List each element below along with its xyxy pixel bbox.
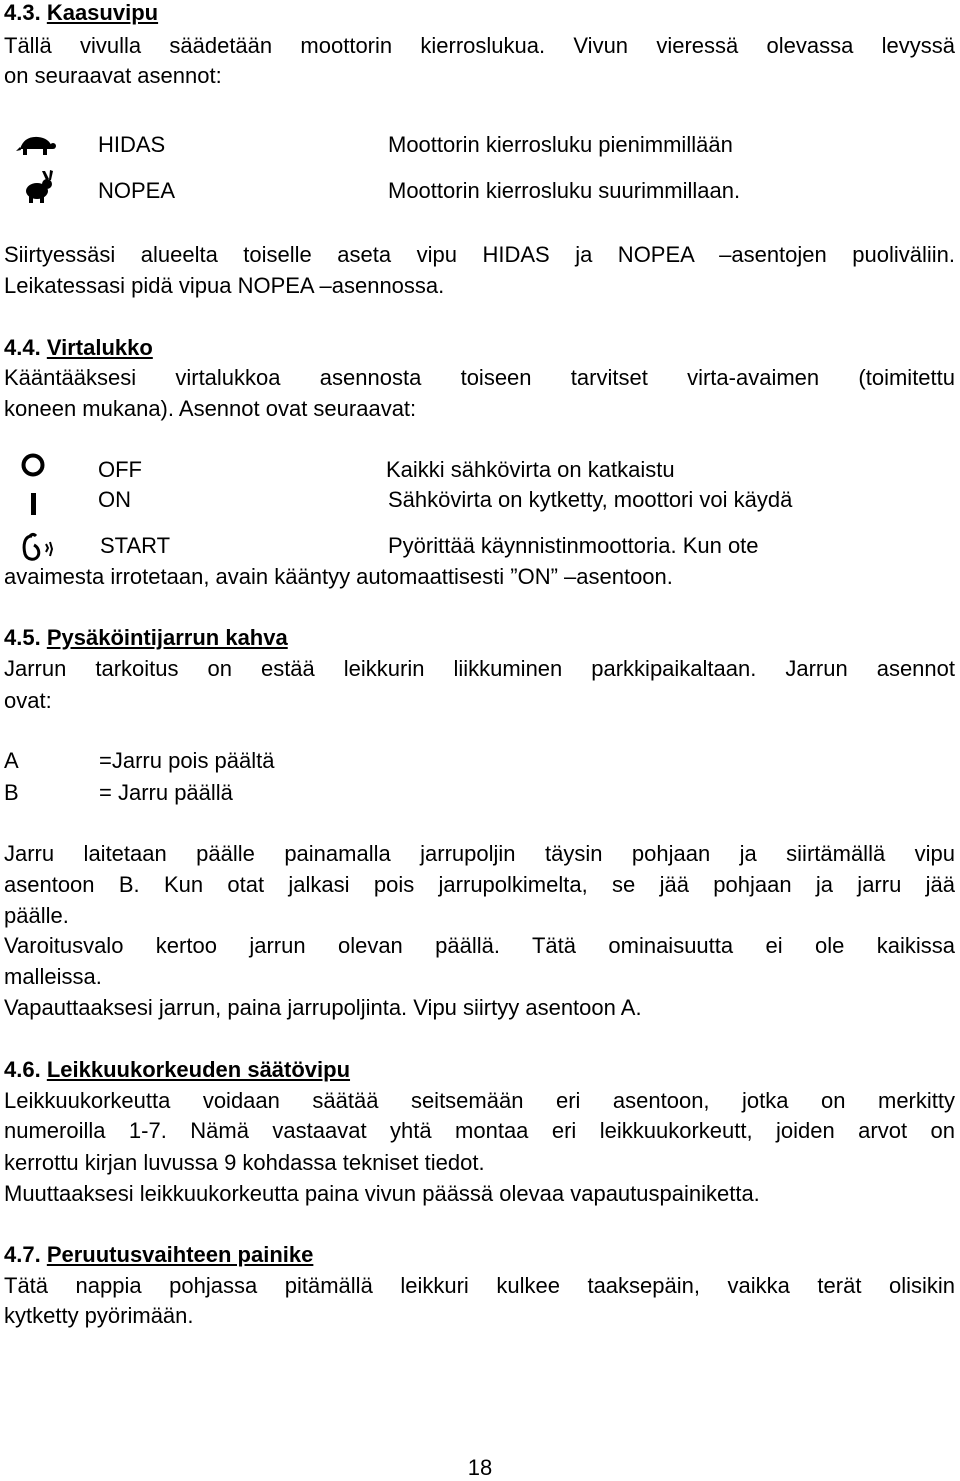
key-desc-start: Pyörittää käynnistinmoottoria. Kun ote bbox=[388, 533, 759, 558]
paragraph-line: ovat: bbox=[4, 688, 52, 713]
key-label-on: ON bbox=[98, 487, 131, 512]
paragraph-line: Varoitusvalo kertoo jarrun olevan päällä. Tätä ominaisuutta ei ole kaikissa bbox=[4, 933, 955, 958]
page-number: 18 bbox=[467, 1455, 493, 1480]
paragraph-line: Jarru laitetaan päälle painamalla jarrupoljin täysin pohjaan ja siirtämällä vipu bbox=[4, 841, 955, 866]
section-title: Peruutusvaihteen painike bbox=[46, 1242, 314, 1267]
throttle-desc-nopea: Moottorin kierrosluku suurimmillaan. bbox=[388, 178, 741, 203]
paragraph-line: Muuttaaksesi leikkuukorkeutta paina vivun päässä olevaa vapautuspainiketta. bbox=[4, 1181, 760, 1206]
paragraph-line: Tällä vivulla säädetään moottorin kierroslukua. Vivun vieressä olevassa levyssä bbox=[4, 33, 955, 58]
section-heading-4-6 bbox=[4, 1057, 350, 1083]
section-heading-4-5 bbox=[4, 625, 288, 651]
paragraph-line: kerrottu kirjan luvussa 9 kohdassa tekniset tiedot. bbox=[4, 1150, 485, 1175]
key-label-start: START bbox=[100, 533, 171, 558]
section-title: Kaasuvipu bbox=[46, 0, 159, 25]
paragraph-line: Kääntääksesi virtalukkoa asennosta toiseen tarvitset virta-avaimen (toimitettu bbox=[4, 365, 955, 390]
paragraph-line: Siirtyessäsi alueelta toiselle aseta vipu HIDAS ja NOPEA –asentojen puoliväliin. bbox=[4, 242, 955, 267]
paragraph-line: päälle. bbox=[4, 903, 69, 928]
paragraph-line: asentoon B. Kun otat jalkasi pois jarrupolkimelta, se jää pohjaan ja jarru jää bbox=[4, 872, 955, 897]
throttle-label-nopea: NOPEA bbox=[98, 178, 176, 203]
throttle-label-hidas: HIDAS bbox=[98, 132, 166, 157]
paragraph-line: Leikatessasi pidä vipua NOPEA –asennossa. bbox=[4, 273, 445, 298]
brake-position-b-label: B bbox=[4, 780, 19, 805]
section-number: 4.7. bbox=[4, 1242, 41, 1267]
section-number: 4.6. bbox=[4, 1057, 41, 1082]
brake-position-a-label: A bbox=[4, 748, 19, 773]
on-bar-icon bbox=[30, 491, 38, 517]
paragraph-line: Jarrun tarkoitus on estää leikkurin liikkuminen parkkipaikaltaan. Jarrun asennot bbox=[4, 656, 955, 681]
key-desc-off: Kaikki sähkövirta on katkaistu bbox=[386, 457, 675, 482]
brake-position-b-desc: = Jarru päällä bbox=[99, 780, 233, 805]
turtle-icon bbox=[16, 133, 56, 159]
section-title: Virtalukko bbox=[46, 335, 153, 360]
paragraph-line: Tätä nappia pohjassa pitämällä leikkuri kulkee taaksepäin, vaikka terät olisikin bbox=[4, 1273, 955, 1298]
paragraph-line: malleissa. bbox=[4, 964, 102, 989]
section-number: 4.4. bbox=[4, 335, 41, 360]
paragraph-line: numeroilla 1-7. Nämä vastaavat yhtä montaa eri leikkuukorkeutt, joiden arvot on bbox=[4, 1118, 955, 1143]
start-engine-icon bbox=[20, 532, 56, 564]
paragraph-line: kytketty pyörimään. bbox=[4, 1303, 194, 1328]
paragraph-line: koneen mukana). Asennot ovat seuraavat: bbox=[4, 396, 417, 421]
section-heading-4-4 bbox=[4, 335, 153, 361]
paragraph-line: on seuraavat asennot: bbox=[4, 63, 222, 88]
section-title: Leikkuukorkeuden säätövipu bbox=[46, 1057, 351, 1082]
section-heading-4-7 bbox=[4, 1242, 313, 1268]
key-desc-on: Sähkövirta on kytketty, moottori voi käydä bbox=[388, 487, 793, 512]
paragraph-line: avaimesta irrotetaan, avain kääntyy automaattisesti ”ON” –asentoon. bbox=[4, 564, 673, 589]
key-label-off: OFF bbox=[98, 457, 142, 482]
section-heading-4-3 bbox=[4, 0, 158, 26]
throttle-desc-hidas: Moottorin kierrosluku pienimmillään bbox=[388, 132, 733, 157]
section-title: Pysäköintijarrun kahva bbox=[46, 625, 288, 650]
off-circle-icon bbox=[20, 452, 46, 478]
paragraph-line: Leikkuukorkeutta voidaan säätää seitsemään eri asentoon, jotka on merkitty bbox=[4, 1088, 955, 1113]
section-number: 4.5. bbox=[4, 625, 41, 650]
brake-position-a-desc: =Jarru pois päältä bbox=[99, 748, 275, 773]
section-number: 4.3. bbox=[4, 0, 41, 25]
rabbit-icon bbox=[20, 170, 56, 204]
paragraph-line: Vapauttaaksesi jarrun, paina jarrupoljinta. Vipu siirtyy asentoon A. bbox=[4, 995, 642, 1020]
